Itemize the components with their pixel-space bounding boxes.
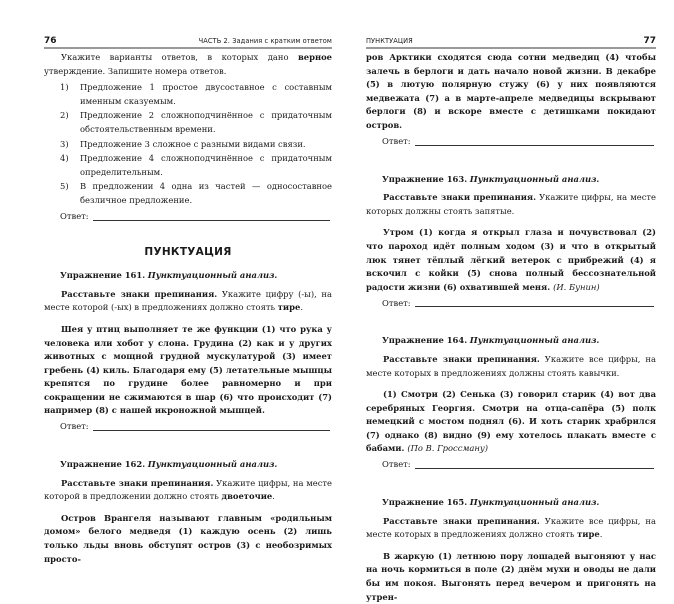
exercise-165-title — [382, 496, 656, 510]
instruction-end: . — [599, 529, 603, 540]
answer-line[interactable] — [415, 306, 654, 307]
exercise-163-title — [382, 173, 656, 187]
option-item — [60, 180, 332, 207]
answer-line[interactable] — [415, 145, 654, 146]
intro-text: Укажите варианты ответов, в которых дано — [61, 52, 298, 62]
running-head: ПУНКТУАЦИЯ — [366, 37, 413, 45]
page-body — [366, 51, 656, 604]
answer-field[interactable] — [382, 135, 656, 149]
instruction-bold: Расставьте знаки препинания. — [383, 192, 537, 203]
exercise-164-title — [382, 334, 656, 348]
exercise-number: Упражнение 161. — [60, 270, 146, 281]
exercise-162-continuation: ров Арктики сходятся сюда сотни медведиц (4) чтобы залечь в берлоги и дать начало новой жизни. В декабре (5) в лютую полярную стужу (6) у них появляются медвежата (7) а в марте-апреле медведицы вскрывают берлоги (8) и вскоре вместе с детишками покидают остров. — [366, 52, 656, 130]
answer-label: Ответ: — [382, 135, 411, 146]
exercise-text: (1) Смотри (2) Сенька (3) говорил старик (4) вот два серебряных Георгия. Смотри на отца-сапёра (5) полк немецкий с мостом поднял (6). И хоть старик храбрился (7) однако (8) видно (9) ему хотелось плакать вместе с бабами. — [366, 389, 656, 454]
page-header — [44, 36, 332, 49]
exercise-162-text: Остров Врангеля называют главным «родильным домом» белого медведя (1) каждую осень (2) лишь только льды вновь обступят остров (3) с необозримых просто- — [44, 512, 332, 564]
answer-field[interactable] — [60, 210, 332, 224]
instruction-text: Укажите все цифры, на месте которых в предложениях должны стоять кавычки. — [366, 353, 656, 378]
exercise-name: Пунктуационный анализ. — [469, 173, 600, 184]
running-head: ЧАСТЬ 2. Задания с кратким ответом — [198, 37, 332, 45]
exercise-161-instruction — [44, 288, 332, 315]
option-text: Предложение 3 сложное с разными видами связи. — [80, 138, 306, 149]
exercise-163-instruction — [366, 191, 656, 218]
page-number: 77 — [643, 36, 656, 46]
instruction-text: Укажите цифры, на месте которых должны стоять запятые. — [366, 192, 656, 216]
answer-line[interactable] — [93, 430, 330, 431]
exercise-163-text — [366, 226, 656, 294]
answer-options — [44, 81, 332, 207]
instruction-bold: Расставьте знаки препинания. — [61, 288, 218, 299]
intro-text-end: утверждение. Запишите номера ответов. — [44, 65, 227, 76]
exercise-name: Пунктуационный анализ. — [147, 270, 278, 281]
page-body — [44, 51, 332, 566]
exercise-165-instruction — [366, 515, 656, 542]
instruction-end: . — [272, 491, 275, 502]
option-text: Предложение 2 сложноподчинённое с придаточным обстоятельственным времени. — [80, 110, 332, 134]
exercise-text: Утром (1) когда я открыл глаза и почувствовал (2) что пароход идёт полным ходом (3) и что в открытый люк тянет тёплый лёгкий ветерок с прибрежий (4) я вскочил с койки (5) снова полный бессознательной радости жизни (6) охватившей меня. — [366, 227, 656, 292]
exercise-162-title — [60, 458, 332, 472]
instruction-bold: Расставьте знаки препинания. — [61, 477, 214, 488]
answer-field[interactable] — [382, 296, 656, 310]
exercise-164-text — [366, 388, 656, 456]
answer-label: Ответ: — [60, 421, 89, 432]
instruction-text: Укажите цифры, на месте которой в предложении должно стоять — [44, 477, 332, 502]
answer-field[interactable] — [60, 420, 332, 434]
exercise-number: Упражнение 165. — [382, 497, 468, 508]
instruction-emphasis: тире — [277, 302, 301, 313]
page-number: 76 — [44, 36, 57, 46]
option-item — [60, 81, 332, 108]
question-intro — [44, 51, 332, 78]
exercise-name: Пунктуационный анализ. — [469, 497, 600, 508]
exercise-161-text: Шея у птиц выполняет те же функции (1) что рука у человека или хобот у слона. Грудина (2) как и у других животных с мощной грудной мускулатурой (3) имеет гребень (4) киль. Благодаря ему (5) летательные мышцы крепятся по грудине более равномерно и при сокращении не сжимаются в шар (6) что происходит (7) например (8) с нашей икроножной мышцей. — [44, 323, 332, 416]
exercise-number: Упражнение 162. — [60, 459, 146, 470]
exercise-162-instruction — [44, 477, 332, 504]
exercise-name: Пунктуационный анализ. — [147, 459, 278, 470]
section-title: ПУНКТУАЦИЯ — [144, 245, 232, 258]
option-text: Предложение 1 простое двусоставное с составным именным сказуемым. — [80, 82, 332, 106]
text-source: (По В. Гроссману) — [407, 443, 489, 454]
option-number: 3) — [60, 138, 69, 149]
instruction-text: Укажите все цифры, на месте которых в предложениях должно стоять — [366, 515, 656, 540]
answer-label: Ответ: — [382, 459, 411, 470]
instruction-bold: Расставьте знаки препинания. — [383, 353, 540, 364]
answer-line[interactable] — [93, 220, 330, 221]
option-text: В предложении 4 одна из частей — односоставное безличное предложение. — [80, 181, 332, 205]
exercise-164-instruction — [366, 353, 656, 380]
instruction-end: . — [300, 302, 303, 313]
exercise-name: Пунктуационный анализ. — [469, 335, 600, 346]
intro-emphasis: верное — [297, 52, 332, 62]
exercise-number: Упражнение 163. — [382, 173, 468, 184]
answer-field[interactable] — [382, 458, 656, 472]
option-item — [60, 109, 332, 136]
option-item — [60, 138, 332, 152]
option-item — [60, 152, 332, 179]
option-number: 1) — [60, 82, 69, 93]
answer-line[interactable] — [415, 468, 654, 469]
instruction-emphasis: тире — [577, 529, 600, 540]
exercise-number: Упражнение 164. — [382, 335, 468, 346]
exercise-161-title — [60, 269, 332, 283]
instruction-text: Укажите цифру (-ы), на месте которой (-ых) в предложениях должно стоять — [44, 288, 332, 313]
text-source: (И. Бунин) — [553, 281, 600, 292]
answer-label: Ответ: — [60, 210, 89, 221]
option-number: 4) — [60, 153, 69, 164]
instruction-bold: Расставьте знаки препинания. — [383, 515, 540, 526]
exercise-165-text: В жаркую (1) летнюю пору лошадей выгоняют у нас на ночь кормиться в поле (2) днём мухи и оводы не дали бы им покоя. Выгонять перед вечером и пригонять на утрен- — [366, 550, 656, 602]
option-number: 5) — [60, 181, 69, 192]
page-header — [366, 36, 656, 49]
instruction-emphasis: двоеточие — [221, 491, 273, 502]
option-number: 2) — [60, 110, 69, 121]
answer-label: Ответ: — [382, 297, 411, 308]
option-text: Предложение 4 сложноподчинённое с придаточным определительным. — [80, 153, 332, 177]
